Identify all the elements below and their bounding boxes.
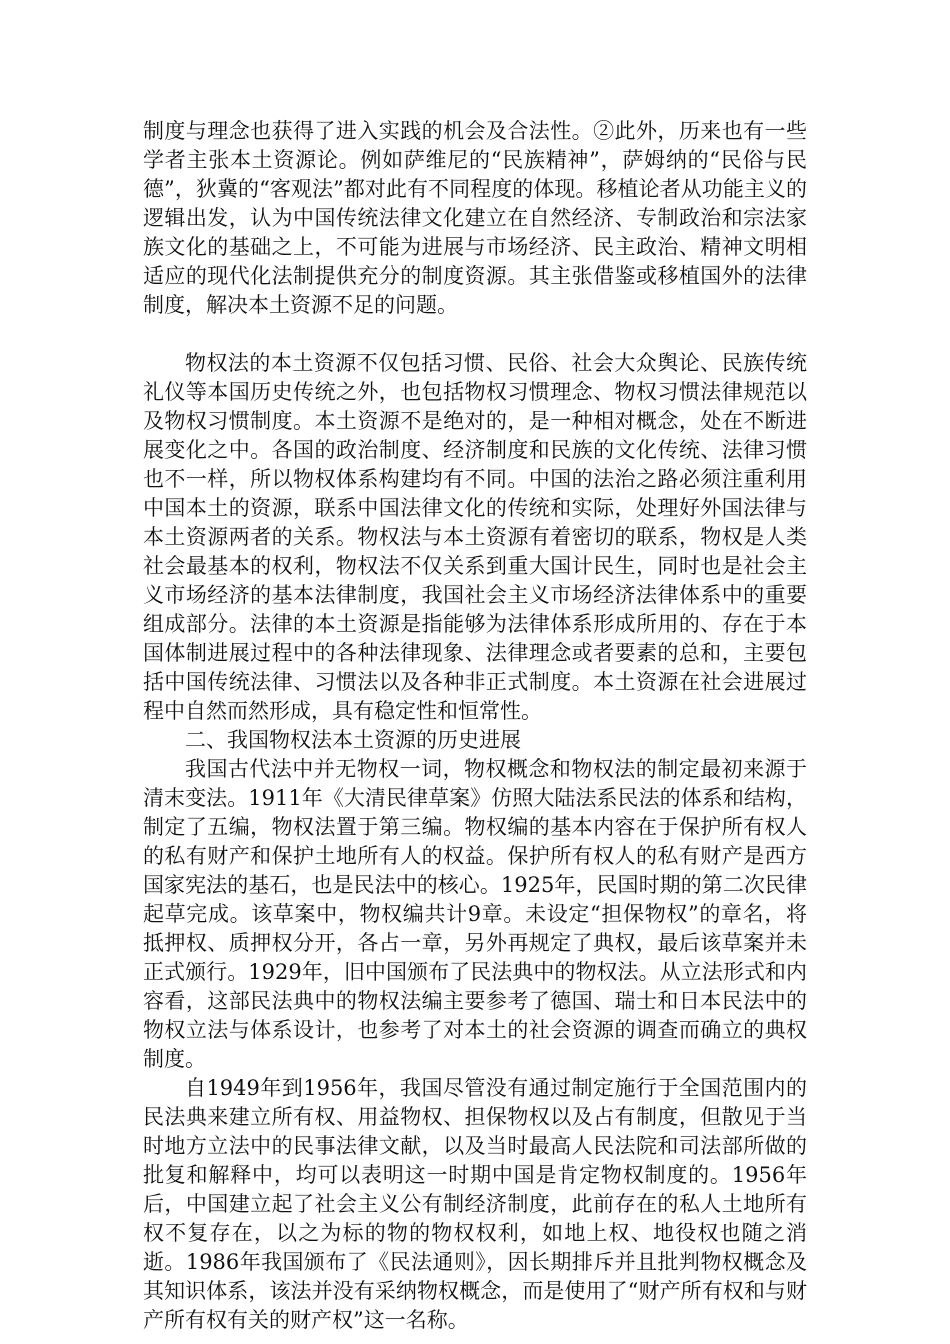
section-heading: 二、我国物权法本土资源的历史进展 xyxy=(185,728,521,752)
body-paragraph-2: 物权法的本土资源不仅包括习惯、民俗、社会大众舆论、民族传统礼仪等本国历史传统之外，也包括物权习惯理念、物权习惯法律规范以及物权习惯制度。本土资源不是绝对的，是一种相对概念，处在不断进展变化之中。各国的政治制度、经济制度和民族的文化传统、法律习惯也不一样，所以物权体系构建均有不同。中国的法治之路必须注重利用中国本土的资源，联系中国法律文化的传统和实际，处理好外国法律与本土资源两者的关系。物权法与本土资源有着密切的联系，物权是人类社会最基本的权利，物权法不仅关系到重大国计民生，同时也是社会主义市场经济的基本法律制度，我国社会主义市场经济法律体系中的重要组成部分。法律的本土资源是指能够为法律体系形成所用的、存在于本国体制进展过程中的各种法律现象、法律理念或者要素的总和，主要包括中国传统法律、习惯法以及各种非正式制度。本土资源在社会进展过程中自然而然形成，具有稳定性和恒常性。 xyxy=(143,351,807,723)
body-paragraph-3: 我国古代法中并无物权一词，物权概念和物权法的制定最初来源于清末变法。1911年《大清民律草案》仿照大陆法系民法的体系和结构，制定了五编，物权法置于第三编。物权编的基本内容在于保护所有权人的私有财产和保护土地所有人的权益。保护所有权人的私有财产是西方国家宪法的基石，也是民法中的核心。1925年，民国时期的第二次民律起草完成。该草案中，物权编共计9章。未设定“担保物权”的章名，将抵押权、质押权分开，各占一章，另外再规定了典权，最后该草案并未正式颁行。1929年，旧中国颁布了民法典中的物权法。从立法形式和内容看，这部民法典中的物权法编主要参考了德国、瑞士和日本民法中的物权立法与体系设计，也参考了对本土的社会资源的调查而确立的典权制度。 xyxy=(143,757,807,1071)
body-paragraph-1: 制度与理念也获得了进入实践的机会及合法性。②此外，历来也有一些学者主张本土资源论。例如萨维尼的“民族精神”，萨姆纳的“民俗与民德”，狄冀的“客观法”都对此有不同程度的体现。移植论者从功能主义的逻辑出发，认为中国传统法律文化建立在自然经济、专制政治和宗法家族文化的基础之上，不可能为进展与市场经济、民主政治、精神文明相适应的现代化法制提供充分的制度资源。其主张借鉴或移植国外的法律制度，解决本土资源不足的问题。 xyxy=(143,119,807,317)
body-paragraph-4: 自1949年到1956年，我国尽管没有通过制定施行于全国范围内的民法典来建立所有权、用益物权、担保物权以及占有制度，但散见于当时地方立法中的民事法律文献，以及当时最高人民法院和司法部所做的批复和解释中，均可以表明这一时期中国是肯定物权制度的。1956年后，中国建立起了社会主义公有制经济制度，此前存在的私人土地所有权不复存在，以之为标的物的物权权利，如地上权、地役权也随之消逝。1986年我国颁布了《民法通则》，因长期排斥并且批判物权概念及其知识体系，该法并没有采纳物权概念，而是使用了“财产所有权和与财产所有权有关的财产权”这一名称。 xyxy=(143,1076,807,1332)
document-body xyxy=(143,117,807,1335)
